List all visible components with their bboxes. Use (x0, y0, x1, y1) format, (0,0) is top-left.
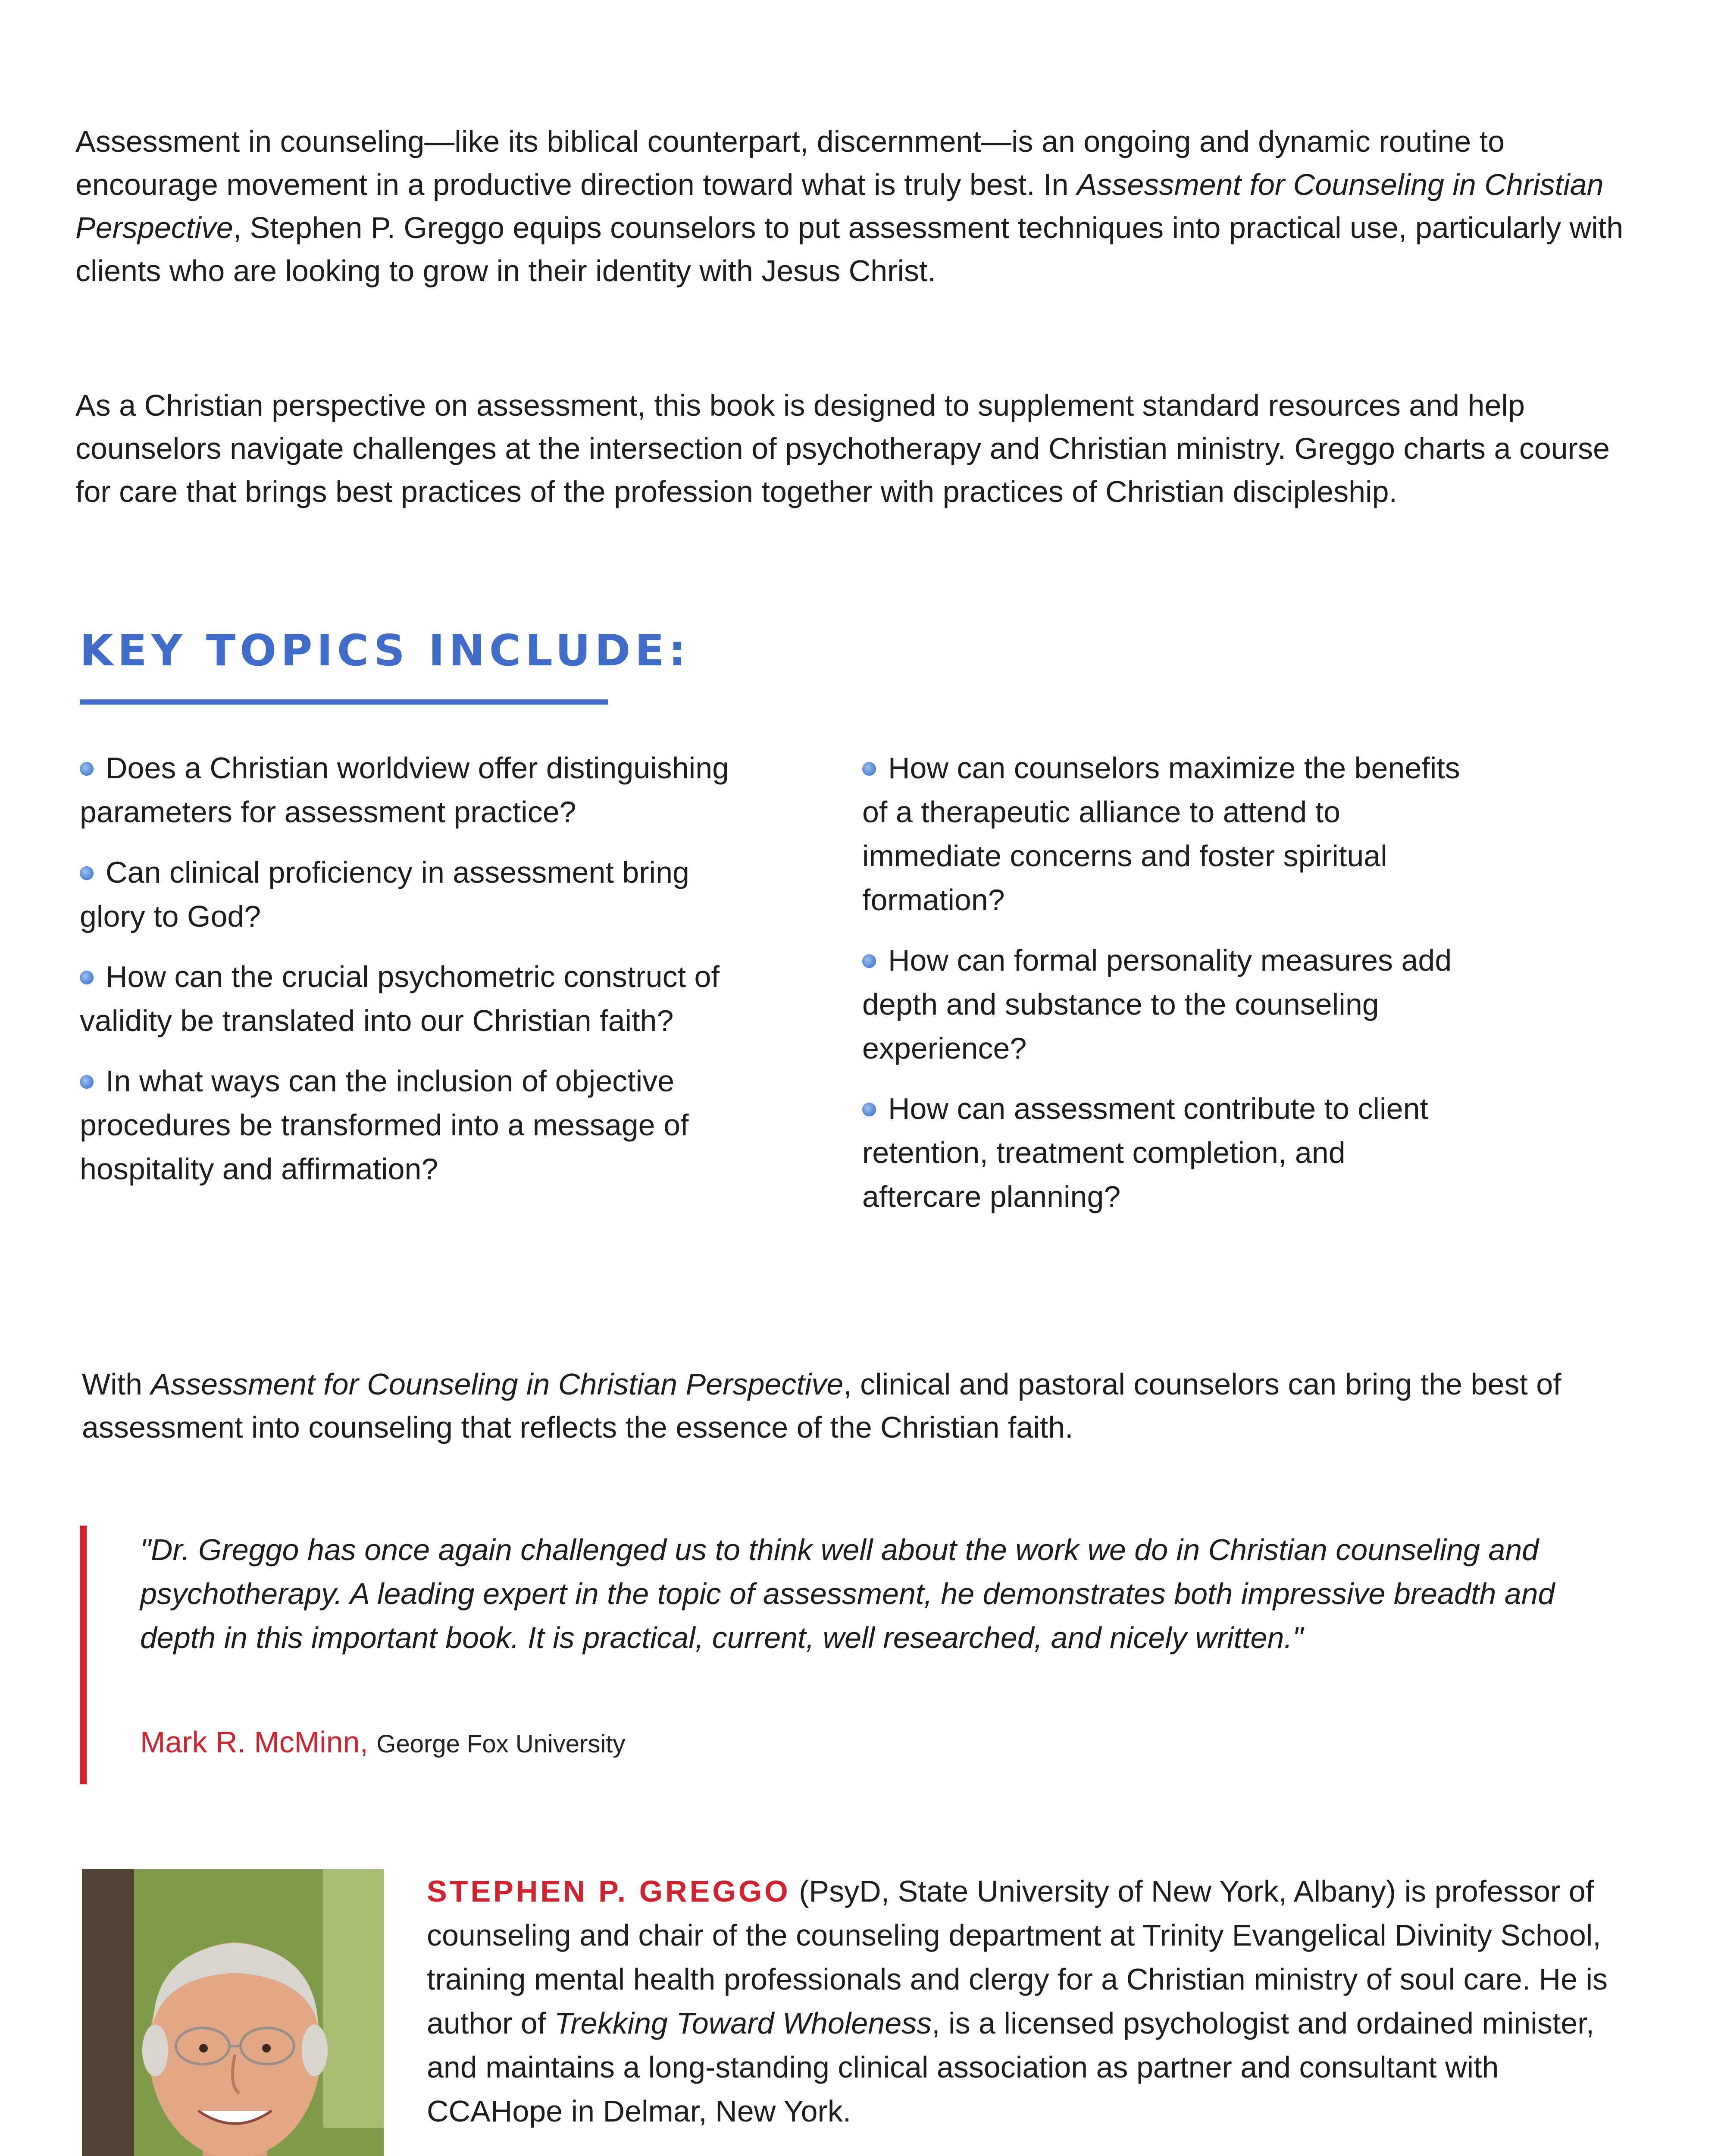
author-book-title: Trekking Toward Wholeness (554, 2006, 932, 2040)
bullet-dot-icon (80, 762, 94, 776)
quote-attribution (140, 1720, 625, 1766)
topic-text: Does a Christian worldview offer distinguishing parameters for assessment practice? (80, 751, 729, 829)
author-name: STEPHEN P. GREGGO (427, 1874, 791, 1908)
topic-text: Can clinical proficiency in assessment bring glory to God? (80, 856, 689, 933)
book-title: Assessment for Counseling in Christian Perspective (75, 168, 1604, 244)
quote-accent-bar (80, 1526, 87, 1784)
topic-text: How can the crucial psychometric construct of validity be translated into our Christian faith? (80, 960, 720, 1037)
intro-paragraph-2 (75, 384, 1645, 513)
endorser-affiliation: George Fox University (376, 1730, 626, 1758)
topic-text: How can formal personality measures add depth and substance to the counseling experience? (862, 943, 1452, 1065)
key-topics-right-column (862, 746, 1466, 1235)
bullet-dot-icon (80, 971, 94, 984)
key-topics-left-column (80, 746, 752, 1207)
intro-p2-text: As a Christian perspective on assessment, this book is designed to supplement standard resources and help counselors navigate challenges at the intersection of psychotherapy and Christian ministry. Greggo charts a course for care that brings best practices of the profession together with practices of Christian discipleship. (75, 389, 1610, 508)
topic-item (862, 938, 1466, 1070)
bullet-dot-icon (80, 1075, 94, 1089)
topic-item (80, 955, 752, 1043)
key-topics-heading: KEY TOPICS INCLUDE: (80, 625, 690, 676)
author-photo (82, 1869, 384, 2156)
topic-text: How can counselors maximize the benefits of a therapeutic alliance to attend to immediate concerns and foster spiritual formation? (862, 751, 1460, 917)
bullet-dot-icon (862, 1103, 876, 1116)
closing-paragraph (82, 1363, 1651, 1449)
closing-start: With (82, 1367, 151, 1401)
intro-p1-start: Assessment in counseling—like its biblical counterpart, discernment—is an ongoing and dynamic routine to encourage movement in a productive direction toward what is truly best. In (75, 125, 1505, 201)
topic-item (80, 746, 752, 834)
author-bio-end: , is a licensed psychologist and ordained minister, and maintains a long-standing clinical association as partner and consultant with CCAHope in Delmar, New York. (427, 2006, 1595, 2128)
intro-paragraph-1 (75, 120, 1645, 292)
closing-book-title: Assessment for Counseling in Christian Perspective (150, 1367, 844, 1401)
intro-p1-end: , Stephen P. Greggo equips counselors to put assessment techniques into practical use, particularly with clients who are looking to grow in their identity with Jesus Christ. (75, 211, 1624, 288)
bullet-dot-icon (862, 954, 876, 968)
endorser-name: Mark R. McMinn, (140, 1725, 368, 1759)
topic-item (862, 1087, 1466, 1219)
bullet-dot-icon (862, 762, 876, 776)
topic-item (80, 1059, 752, 1191)
topic-item (862, 746, 1466, 922)
endorsement-quote: "Dr. Greggo has once again challenged us to think well about the work we do in Christian counseling and psychotherapy. A leading expert in the topic of assessment, he demonstrates both impressive breadth and depth in this important book. It is practical, current, well researched, and nicely written." (140, 1533, 1555, 1655)
bullet-dot-icon (80, 866, 94, 880)
author-bio-start: (PsyD, State University of New York, Albany) is professor of counseling and chair of the counseling department at Trinity Evangelical Divinity School, training mental health professionals and clergy for a Christian ministry of soul care. He is author of (427, 1874, 1608, 2040)
key-topics-underline (80, 699, 608, 705)
topic-item (80, 850, 752, 938)
topic-text: In what ways can the inclusion of objective procedures be transformed into a message of hospitality and affirmation? (80, 1064, 689, 1186)
closing-end: , clinical and pastoral counselors can bring the best of assessment into counseling that reflects the essence of the Christian faith. (82, 1367, 1561, 1444)
author-bio (427, 1869, 1643, 2133)
topic-text: How can assessment contribute to client retention, treatment completion, and aftercare planning? (862, 1092, 1428, 1213)
